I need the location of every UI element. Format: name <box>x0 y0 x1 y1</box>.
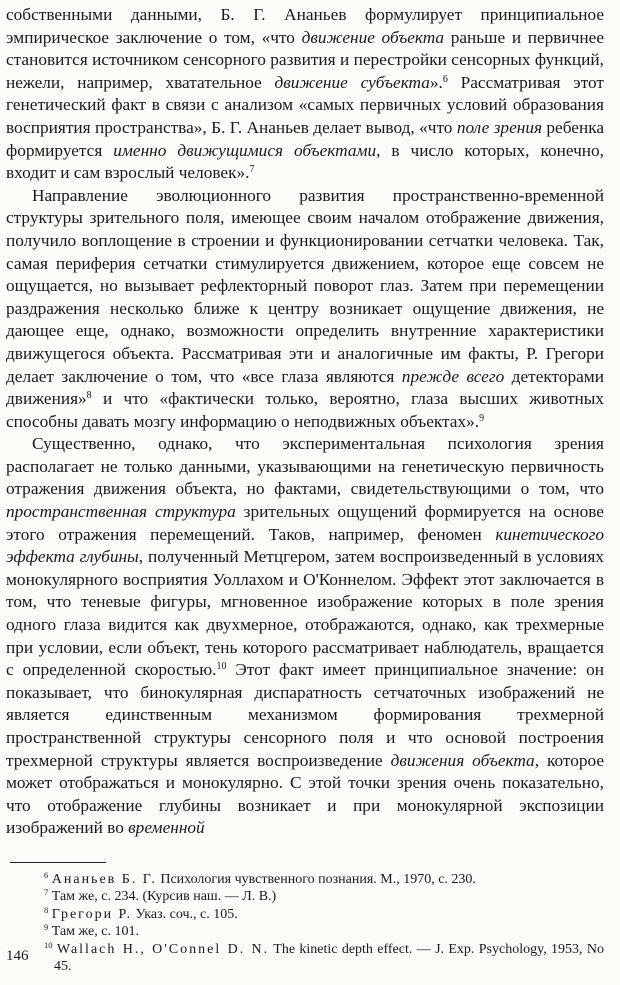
text-run: , в число которых, конечно, входит и сам взрослый человек». <box>6 140 604 183</box>
footnote-7: $^7$ Там же, с. 234. (Курсив наш. — Л. В.) <box>44 887 277 905</box>
main-text <box>6 4 604 840</box>
text-run: Существенно, однако, что экспериментальная психология зрения располагает не только данными, указывающими на генетическую первичность отражения движения объекта, но фактами, свидетельствующими о том, что <box>6 434 604 499</box>
text-run: собственными данными, Б. Г. Ананьев формулирует принципиальное эмпирическое заключение о том, «что <box>6 5 604 47</box>
footnote-ref: 7 <box>249 164 255 176</box>
italic-run: прежде всего <box>401 366 505 386</box>
page-number: 146 <box>6 948 29 964</box>
footnote-ref: 6 <box>442 73 448 85</box>
text-run: , полученный Метцгером, затем воспроизведенный в условиях монокулярного восприятия Уоллахом и О'Коннелом. Эффект этот заключается в том, что теневые фигуры, мгновенное изображение которых в поле зрения одного глаза видится как двухмерное, отображаются, однако, как трехмерные при условии, если объект, тень которого рассматривает наблюдатель, вращается с определенной скоростью. <box>6 547 604 680</box>
paragraph-2 <box>6 185 604 434</box>
italic-run: движения объекта <box>390 750 535 770</box>
italic-run: движение объекта <box>301 27 445 47</box>
text-run: ребенка формируется <box>6 117 604 160</box>
text-run: Этот факт имеет принципиальное значение: он показывает, что бинокулярная диспаратность сетчаточных изображений не является единственным механизмом формирования трехмерной пространственной структуры сенсорного поля и что основой построения трехмерной структуры является воспроизведение <box>6 660 604 770</box>
text-run: и что «фактически только, вероятно, глаза высших животных способны давать мозгу информацию о неподвижных объектах». <box>6 389 604 431</box>
footnote-separator <box>10 862 106 863</box>
footnote-author: Wallach H., O'Connel D. N. <box>56 941 270 957</box>
text-run: Направление эволюционного развития пространственно-временной структуры зрительного поля, имеющее своим началом отображение движения, получило воплощение в строении и функционировании сетчатки человека. Так, самая периферия сетчатки стимулируется движением, которое еще совсем не ощущается, но вызывает рефлекторный поворот глаз. Затем при перемещении раздражения несколько ближе к центру возникает ощущение движения, не дающее еще, однако, возможности определить внутренние характеристики движущегося объекта. Рассматривая эти и аналогичные им факты, Р. Грегори делает заключение о том, что «все глаза являются <box>6 185 604 386</box>
italic-run: кинетического эффекта глубины <box>6 524 604 567</box>
footnote-author: Ананьев Б. Г. <box>51 871 157 887</box>
text-run: раньше и первичнее становится источником сенсорного развития и перестройки сенсорных функций, нежели, например, хватательное <box>6 27 604 92</box>
italic-run: поле зрения <box>456 117 542 137</box>
italic-run: движение субъекта <box>274 72 430 92</box>
footnote-ref: 8 <box>86 390 92 402</box>
text-run: зрительных ощущений формируется на основе этого отражения перемещений. Таков, например, феномен <box>6 502 604 544</box>
text-run: детекторами движения» <box>6 366 604 409</box>
footnote-6: $^6$ Ананьев Б. Г. Психология чувственного познания. М., 1970, с. 230. <box>44 869 476 887</box>
text-run: ». <box>429 72 443 92</box>
text-run: Рассматривая этот генетический факт в связи с анализом «самых первичных условий образования восприятия пространства», Б. Г. Ананьев делает вывод, «что <box>6 72 604 137</box>
footnote-9: $^9$ Там же, с. 101. <box>44 922 139 940</box>
footnote-10: $^{10}$ Wallach H., O'Connel D. N. The kinetic depth effect. — J. Exp. Psychology, 1953, No 45. <box>44 939 605 974</box>
footnote-author: Грегори Р. <box>51 906 133 922</box>
footnote-8: $^8$ Грегори Р. Указ. соч., с. 105. <box>44 904 238 922</box>
italic-run: именно движущимися объектами <box>113 140 377 160</box>
italic-run: временной <box>128 818 205 838</box>
footnote-ref: 9 <box>479 412 485 424</box>
footnote-ref: 10 <box>216 661 227 673</box>
text-run: , которое может отображаться и монокулярно. С этой точки зрения очень показательно, что отображение глубины возникает и при монокулярной экспозиции изображений во <box>6 750 605 838</box>
footnotes <box>6 871 604 975</box>
italic-run: пространственная структура <box>6 502 236 522</box>
paragraph-1 <box>6 4 604 185</box>
paragraph-3 <box>6 433 604 840</box>
